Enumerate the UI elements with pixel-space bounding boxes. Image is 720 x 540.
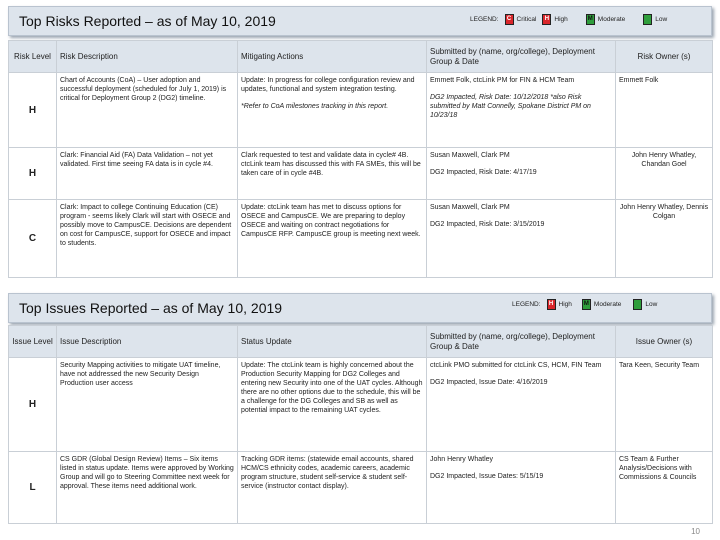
legend-low-label: Low (645, 301, 658, 308)
col-risk-level: Risk Level (9, 41, 57, 73)
risks-legend (470, 14, 667, 25)
mitigating-actions: Update: ctcLink team has met to discuss options for OSECE and CampusCE. We are preparing to deploy OSECE and waiting on contract negotiations for CampusCE RFP. CampusCE group is meeting next week. (238, 200, 427, 278)
legend-moderate-swatch: M (586, 14, 595, 25)
issue-description: Security Mapping activities to mitigate UAT timeline, have not addressed the new Security Design Production user access (57, 358, 238, 452)
legend-low-label: Low (655, 16, 668, 23)
issue-owner: CS Team & Further Analysis/Decisions with Commissions & Councils (616, 452, 713, 524)
issue-description: CS GDR (Global Design Review) Items – Six items listed in status update. Items were approved by Working Group and will go to Steering Committee next week for approval. These items need additional work. (57, 452, 238, 524)
submitted-text: ctcLink PMO submitted for ctcLink CS, HCM, FIN Team (430, 362, 602, 369)
submitted-by (427, 200, 616, 278)
risks-title: Top Risks Reported – as of May 10, 2019 (19, 13, 276, 29)
mitigating-actions (238, 73, 427, 148)
col-submitted-by: Submitted by (name, org/college), Deployment Group & Date (427, 41, 616, 73)
legend-low-swatch (633, 299, 642, 310)
col-issue-description: Issue Description (57, 326, 238, 358)
col-submitted-by: Submitted by (name, org/college), Deployment Group & Date (427, 326, 616, 358)
submitted-by (427, 452, 616, 524)
legend-critical-swatch: C (505, 14, 514, 25)
legend-critical-label: Critical (516, 16, 537, 23)
legend-low-swatch (643, 14, 652, 25)
col-status-update: Status Update (238, 326, 427, 358)
submitted-note: DG2 Impacted, Issue Dates: 5/15/19 (430, 473, 544, 480)
issues-title: Top Issues Reported – as of May 10, 2019 (19, 300, 283, 316)
risk-owner: John Henry Whatley, Chandan Goel (616, 148, 713, 200)
table-row (9, 452, 713, 524)
submitted-by (427, 148, 616, 200)
submitted-note: DG2 Impacted, Issue Date: 4/16/2019 (430, 379, 548, 386)
risk-owner: John Henry Whatley, Dennis Colgan (616, 200, 713, 278)
risks-header-row (9, 41, 713, 73)
page-number: 10 (691, 527, 700, 536)
legend-moderate-label: Moderate (593, 301, 622, 308)
submitted-text: Susan Maxwell, Clark PM (430, 204, 510, 211)
risk-owner: Emmett Folk (616, 73, 713, 148)
legend-label: LEGEND: (470, 16, 499, 23)
legend-high-label: High (558, 301, 572, 308)
issues-table (8, 325, 713, 524)
issues-legend (512, 299, 657, 310)
risk-description: Chart of Accounts (CoA) – User adoption and successful deployment (scheduled for July 1, 2019) is critical for Deployment Group 2 (DG2) timeline. (57, 73, 238, 148)
issue-level: H (9, 358, 57, 452)
risk-description: Clark: Impact to college Continuing Education (CE) program - seems likely Clark will start with OSECE and possibly move to CampusCE. Decisions are dependent on cost for CampusCE, support for OSECE and impact to students. (57, 200, 238, 278)
submitted-by (427, 358, 616, 452)
issue-owner: Tara Keen, Security Team (616, 358, 713, 452)
table-row (9, 148, 713, 200)
issues-header-row (9, 326, 713, 358)
col-risk-description: Risk Description (57, 41, 238, 73)
actions-note: *Refer to CoA milestones tracking in this report. (241, 103, 389, 110)
actions-text: Update: In progress for college configuration review and updates, functional and system integration testing. (241, 77, 415, 93)
legend-label: LEGEND: (512, 301, 541, 308)
risk-description: Clark: Financial Aid (FA) Data Validation – not yet validated. First time seeing FA data is in cycle #4. (57, 148, 238, 200)
legend-moderate-swatch: M (582, 299, 591, 310)
submitted-text: Emmett Folk, ctcLink PM for FIN & HCM Team (430, 77, 575, 84)
table-row (9, 73, 713, 148)
legend-high-swatch: H (547, 299, 556, 310)
submitted-text: Susan Maxwell, Clark PM (430, 152, 510, 159)
col-issue-owner: Issue Owner (s) (616, 326, 713, 358)
submitted-note: DG2 Impacted, Risk Date: 3/15/2019 (430, 221, 545, 228)
risks-table (8, 40, 713, 278)
mitigating-actions: Clark requested to test and validate data in cycle# 4B. ctcLink team has discussed this with FA SMEs, this will be taken care of in cycle #4B. (238, 148, 427, 200)
submitted-note: DG2 Impacted, Risk Date: 4/17/19 (430, 169, 537, 176)
table-row (9, 200, 713, 278)
submitted-note: DG2 Impacted, Risk Date: 10/12/2018 *also Risk submitted by Matt Connelly, Spokane District PM on 10/23/18 (430, 94, 591, 119)
issue-level: L (9, 452, 57, 524)
risk-level: H (9, 73, 57, 148)
col-issue-level: Issue Level (9, 326, 57, 358)
legend-moderate-label: Moderate (597, 16, 626, 23)
table-row (9, 358, 713, 452)
submitted-by (427, 73, 616, 148)
risk-level: C (9, 200, 57, 278)
col-mitigating-actions: Mitigating Actions (238, 41, 427, 73)
legend-high-label: High (554, 16, 568, 23)
status-update: Tracking GDR items: (statewide email accounts, shared HCM/CS ethnicity codes, academic careers, academic program structure, student self-service & student self-service (instructor contact display). (238, 452, 427, 524)
col-risk-owner: Risk Owner (s) (616, 41, 713, 73)
status-update: Update: The ctcLink team is highly concerned about the Production Security Mapping for DG2 Colleges and entering new Security into one of the UAT cycles. Although there are no other options due to the schedule, this will be a challenge for the DG Colleges and SB as well as potential impact to the remaining UAT cycles. (238, 358, 427, 452)
risk-level: H (9, 148, 57, 200)
submitted-text: John Henry Whatley (430, 456, 494, 463)
legend-high-swatch: H (542, 14, 551, 25)
